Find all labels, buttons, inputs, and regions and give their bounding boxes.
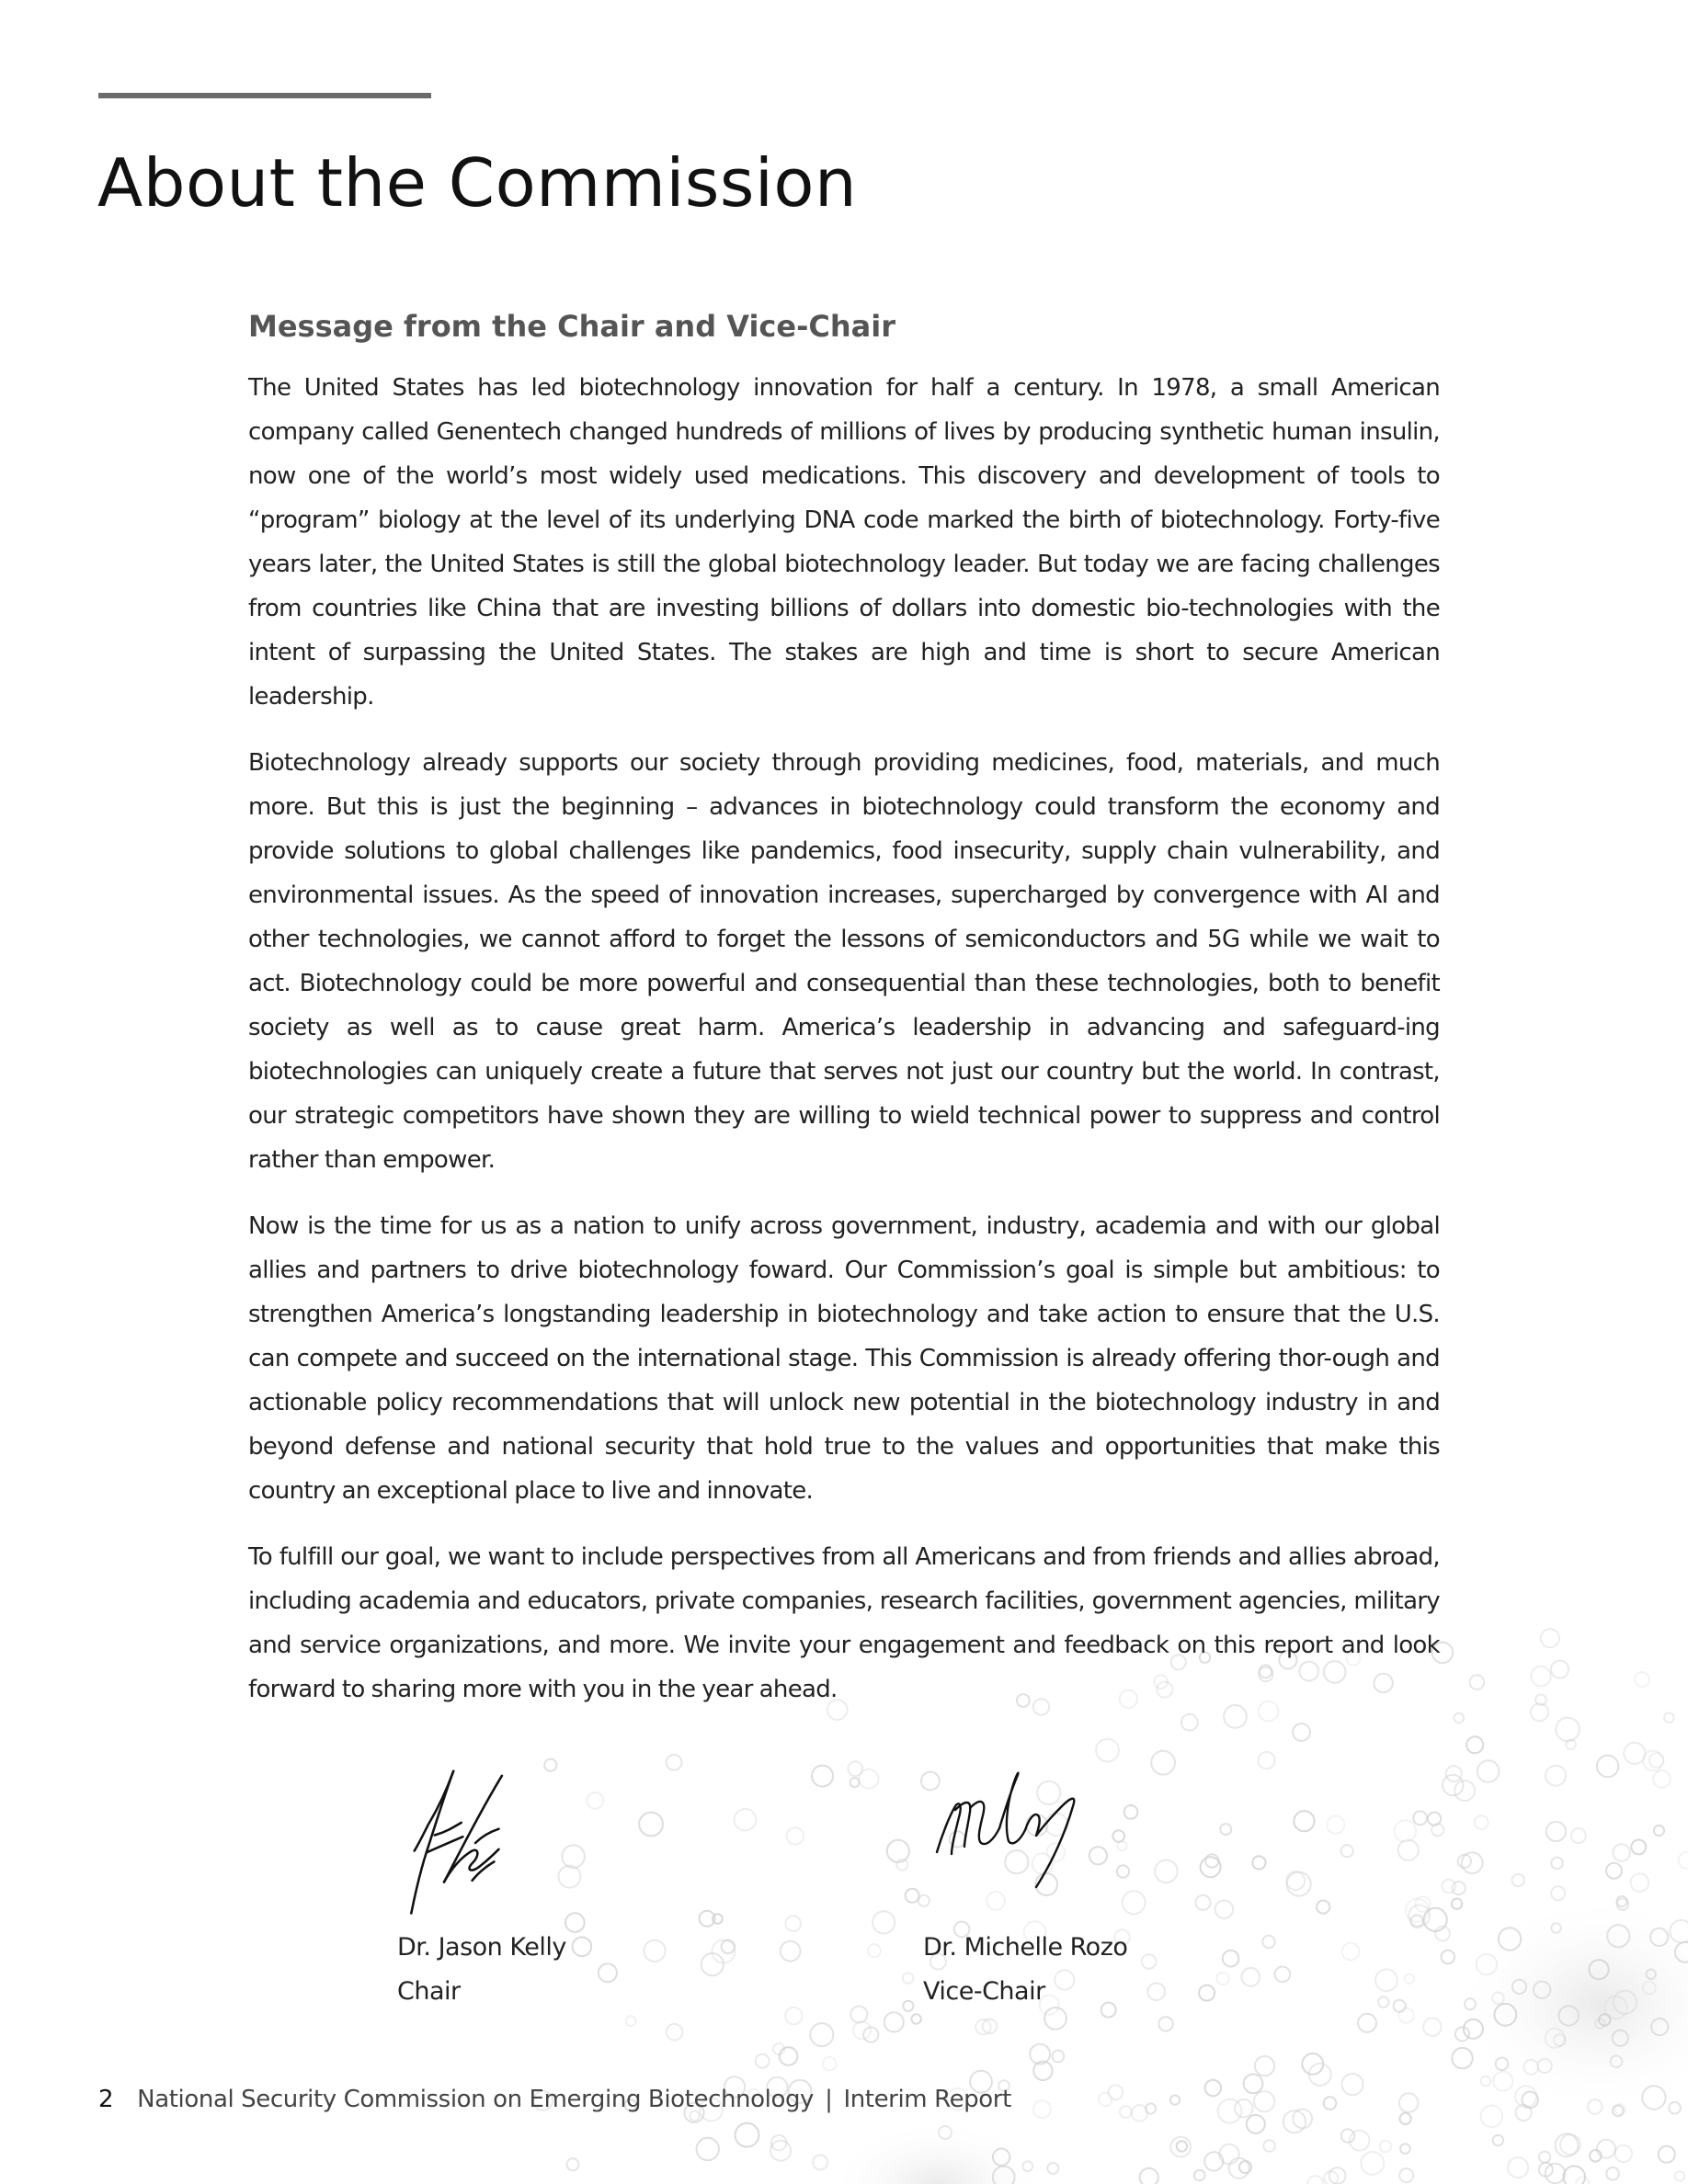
- decorative-bubble: [1052, 2051, 1064, 2063]
- decorative-bubble: [896, 1860, 907, 1871]
- decorative-bubble: [1424, 1908, 1447, 1931]
- decorative-bubble: [911, 2014, 920, 2023]
- signature-block-chair: [397, 1751, 783, 2014]
- decorative-bubble: [1563, 2167, 1585, 2184]
- decorative-bubble: [1177, 2141, 1187, 2151]
- decorative-bubble: [1458, 1855, 1471, 1868]
- decorative-bubble: [1465, 1998, 1476, 2009]
- decorative-bubble: [1607, 1925, 1629, 1947]
- vice-chair-name: Dr. Michelle Rozo: [923, 1933, 1128, 1962]
- decorative-bubble: [1247, 2115, 1265, 2133]
- decorative-bubble: [903, 1973, 914, 1984]
- decorative-bubble: [1590, 2150, 1602, 2162]
- decorative-bubble: [1534, 1982, 1550, 1998]
- decorative-bubble: [1481, 2076, 1491, 2087]
- decorative-bubble: [1218, 2099, 1242, 2123]
- decorative-bubble: [1545, 2029, 1565, 2048]
- decorative-bubble: [1531, 1703, 1548, 1721]
- decorative-bubble: [884, 2012, 904, 2031]
- decorative-bubble: [1442, 1951, 1455, 1964]
- decorative-bubble: [1571, 1828, 1586, 1843]
- decorative-bubble: [1481, 2106, 1503, 2128]
- decorative-bubble: [1470, 1675, 1485, 1689]
- decorative-bubble: [756, 2054, 770, 2068]
- decorative-bubble: [823, 2057, 837, 2071]
- decorative-bubble: [1124, 1805, 1138, 1819]
- decorative-bubble: [1611, 2055, 1623, 2067]
- decorative-bubble: [1508, 2157, 1528, 2178]
- message-section: [248, 303, 1440, 1734]
- decorative-bubble: [1551, 1923, 1560, 1932]
- chair-signature: [397, 1751, 553, 1935]
- decorative-bubble: [1341, 2129, 1354, 2142]
- decorative-bubble: [1196, 1895, 1211, 1910]
- decorative-bubble: [930, 1954, 946, 1970]
- decorative-bubble: [573, 1938, 592, 1957]
- decorative-bubble: [1515, 2086, 1536, 2107]
- decorative-bubble: [1597, 2140, 1615, 2158]
- decorative-bubble: [1239, 2161, 1251, 2173]
- decorative-bubble: [1624, 1743, 1645, 1764]
- decorative-bubble: [713, 1914, 723, 1924]
- decorative-bubble: [697, 2138, 719, 2160]
- decorative-bubble: [1132, 2105, 1148, 2121]
- signature-block-vice-chair: [923, 1751, 1309, 2014]
- decorative-bubble: [1287, 1872, 1311, 1896]
- decorative-bubble: [1199, 1985, 1215, 2001]
- decorative-bubble: [1559, 2006, 1579, 2025]
- decorative-bubble: [1659, 2146, 1675, 2163]
- decorative-bubble: [1045, 1814, 1067, 1836]
- decorative-bubble: [1223, 1951, 1239, 1967]
- decorative-bubble: [562, 1845, 585, 1868]
- vice-chair-signature: [923, 1751, 1116, 1935]
- decorative-bubble: [1033, 2062, 1052, 2080]
- paragraph-4: To fulfill our goal, we want to include perspectives from all Americans and from friends and allies abroad, including academia and educators, private companies, research facilities, government agencies, military and service organizations, and more. We invite your engagement and feedback on this report and look forward to sharing more with you in the year ahead.: [248, 1543, 1440, 1703]
- decorative-bubble: [639, 1813, 663, 1837]
- decorative-bubble: [1398, 1840, 1419, 1860]
- decorative-bubble: [1428, 1813, 1441, 1826]
- decorative-bubble: [1650, 1928, 1668, 1946]
- vice-chair-title: Vice-Chair: [923, 1977, 1045, 2006]
- decorative-bubble: [1140, 2168, 1158, 2184]
- decorative-bubble: [1679, 1852, 1688, 1869]
- decorative-bubble: [1651, 2019, 1668, 2035]
- decorative-bubble: [1229, 2158, 1249, 2178]
- decorative-bubble: [1399, 2168, 1413, 2182]
- decorative-bubble: [1649, 1753, 1664, 1768]
- decorative-bubble: [1399, 2008, 1414, 2023]
- decorative-bubble: [1293, 2110, 1312, 2129]
- decorative-bubble: [1560, 2134, 1580, 2155]
- decorative-bubble: [1123, 1891, 1146, 1914]
- decorative-bubble: [1158, 2017, 1172, 2030]
- decorative-bubble: [1516, 2105, 1532, 2121]
- decorative-bubble: [848, 1761, 862, 1776]
- chair-title: Chair: [397, 1977, 461, 2006]
- decorative-bubble: [1435, 1927, 1450, 1941]
- decorative-bubble: [1032, 1853, 1053, 1873]
- decorative-bubble: [1361, 2152, 1384, 2175]
- decorative-bubble: [1114, 1929, 1130, 1945]
- decorative-bubble: [1495, 2004, 1517, 2026]
- paragraph-1: The United States has led biotechnology innovation for half a century. In 1978, a small American company called Genentech changed hundreds of millions of lives by producing synthetic human insulin, now one of the world’s most widely used medications. This discovery and development of tools to “program” biology at the level of its underlying DNA code marked the birth of biotechnology. Forty-five years later, the United States is still the global biotechnology leader. But today we are facing challenges from countries like China that are investing billions of dollars into domestic bio-technologies with the intent of surpassing the United States. The stakes are high and time is short to secure American leadership.: [248, 374, 1440, 711]
- decorative-bubble: [1216, 1973, 1228, 1985]
- decorative-bubble: [1453, 1882, 1466, 1894]
- decorative-bubble: [1535, 1695, 1546, 1706]
- decorative-bubble: [1466, 1736, 1483, 1753]
- decorative-bubble: [781, 1941, 801, 1962]
- decorative-bubble: [993, 2167, 1015, 2184]
- decorative-bubble: [644, 1940, 665, 1962]
- decorative-bubble: [1477, 1760, 1500, 1782]
- decorative-bubble: [1613, 2105, 1624, 2116]
- decorative-bubble: [1400, 2144, 1410, 2154]
- chair-name: Dr. Jason Kelly: [397, 1933, 566, 1962]
- decorative-bubble: [1022, 2161, 1032, 2171]
- decorative-bubble: [712, 1939, 735, 1962]
- decorative-bubble: [667, 1755, 682, 1770]
- decorative-bubble: [810, 2023, 833, 2046]
- decorative-bubble: [565, 1913, 585, 1932]
- decorative-bubble: [1614, 1991, 1637, 2014]
- decorative-bubble: [918, 1895, 930, 1906]
- decorative-bubble: [1324, 2171, 1338, 2184]
- decorative-bubble: [1606, 1863, 1622, 1879]
- header-rule: [98, 93, 431, 98]
- decorative-bubble: [1294, 1811, 1314, 1831]
- decorative-bubble: [1512, 1980, 1526, 1994]
- decorative-bubble: [1654, 1826, 1664, 1836]
- decorative-bubble: [785, 2008, 802, 2024]
- decorative-bubble: [1044, 2008, 1066, 2030]
- decorative-bubble: [1112, 1830, 1124, 1842]
- decorative-bubble: [1350, 2131, 1370, 2151]
- decorative-bubble: [1670, 1920, 1688, 1942]
- decorative-bubble: [1617, 1896, 1627, 1906]
- decorative-bubble: [1606, 2167, 1619, 2180]
- decorative-bubble: [1201, 1857, 1221, 1877]
- decorative-bubble: [1604, 1996, 1627, 2019]
- decorative-bubble: [1492, 1993, 1504, 2005]
- decorative-bubble: [1554, 2034, 1566, 2046]
- decorative-bubble: [1675, 2171, 1684, 2180]
- decorative-bubble: [903, 2001, 913, 2011]
- decorative-bubble: [1030, 2044, 1050, 2065]
- decorative-bubble: [853, 2021, 871, 2039]
- decorative-bubble: [1380, 2141, 1392, 2153]
- decorative-bubble: [1204, 2152, 1223, 2170]
- decorative-bubble: [1117, 1865, 1129, 1877]
- decorative-bubble: [1617, 1898, 1628, 1909]
- decorative-bubble: [1307, 2176, 1323, 2184]
- decorative-bubble: [1590, 1960, 1609, 1979]
- decorative-bubble: [1220, 1824, 1231, 1835]
- decorative-bubble: [1117, 1841, 1126, 1850]
- decorative-bubble: [1551, 1858, 1563, 1870]
- decorative-bubble: [812, 1766, 833, 1787]
- decorative-bubble: [1254, 2091, 1274, 2111]
- decorative-bubble: [1037, 1781, 1060, 1804]
- decorative-bubble: [1531, 1666, 1550, 1686]
- decorative-bubble: [1406, 1899, 1429, 1922]
- decorative-bubble: [850, 2007, 867, 2023]
- decorative-bubble: [1411, 1916, 1423, 1928]
- decorative-bubble: [1446, 1766, 1462, 1781]
- decorative-bubble: [1613, 1844, 1630, 1861]
- decorative-bubble: [873, 1911, 895, 1933]
- decorative-bubble: [701, 1953, 724, 1975]
- decorative-bubble: [1395, 1820, 1417, 1842]
- decorative-bubble: [1556, 1718, 1580, 1742]
- decorative-bubble: [1477, 1954, 1497, 1974]
- decorative-bubble: [1545, 2164, 1565, 2183]
- decorative-bubble: [1647, 1970, 1656, 1979]
- decorative-bubble: [987, 1892, 1005, 1910]
- decorative-bubble: [1546, 1822, 1566, 1841]
- decorative-bubble: [1431, 1824, 1443, 1836]
- footer-separator: |: [825, 2086, 833, 2113]
- decorative-bubble: [1120, 2106, 1132, 2118]
- message-heading: Message from the Chair and Vice-Chair: [248, 309, 895, 344]
- decorative-bubble: [1394, 2000, 1406, 2012]
- decorative-bubble: [1263, 2140, 1275, 2152]
- page-title: About the Commission: [97, 144, 858, 222]
- decorative-bubble: [975, 2019, 990, 2034]
- decorative-bubble: [1219, 2144, 1239, 2165]
- decorative-bubble: [1512, 1874, 1524, 1886]
- decorative-bubble: [993, 2149, 1009, 2166]
- decorative-bubble: [785, 1916, 801, 1931]
- decorative-bubble: [1545, 1766, 1566, 1786]
- decorative-bubble: [1631, 1840, 1646, 1855]
- decorative-bubble: [1205, 2080, 1221, 2096]
- decorative-bubble: [1142, 1954, 1157, 1969]
- decorative-bubble: [1423, 2019, 1441, 2036]
- paragraph-3: Now is the time for us as a nation to unify across government, industry, academia and with our global allies and partners to drive biotechnology foward. Our Commission’s goal is simple but ambitious: to strengthen America’s longstanding leadership in biotechnology and take action to ensure that the U.S. can compete and succeed on the international stage. This Commission is already offering thor-ough and actionable policy recommendations that will unlock new potential in the biotechnology industry in and beyond defense and national security that hold true to the values and opportunities that make this country an exceptional place to live and innovate.: [248, 1212, 1440, 1505]
- decorative-bubble: [787, 1827, 804, 1844]
- decorative-bubble: [1631, 1873, 1649, 1892]
- footer-report: Interim Report: [843, 2086, 1011, 2113]
- decorative-bubble: [850, 1778, 860, 1787]
- decorative-bubble: [859, 1769, 878, 1789]
- decorative-bubble: [1170, 2096, 1180, 2105]
- decorative-bubble: [1455, 2027, 1469, 2041]
- decorative-bubble: [1642, 2086, 1665, 2109]
- decorative-bubble: [1262, 1936, 1274, 1948]
- decorative-bubble: [780, 2047, 798, 2065]
- paragraph-2: Biotechnology already supports our society through providing medicines, food, materials, and much more. But this is just the beginning – advances in biotechnology could transform the economy and provide solutions to global challenges like pandemics, food insecurity, supply chain vulnerability, and environmental issues. As the speed of innovation increases, supercharged by convergence with AI and other technologies, we cannot afford to forget the lessons of semiconductors and 5G while we wait to act. Biotechnology could be more powerful and consequential than these technologies, both to benefit society as well as to cause great harm. America’s leadership in advancing and safeguard-ing biotechnologies can uniquely create a future that serves not just our country but the world. In contrast, our strategic competitors have shown they are willing to wield technical power to suppress and control rather than empower.: [248, 749, 1440, 1174]
- decorative-bubble: [1146, 2103, 1156, 2113]
- decorative-bubble: [1286, 1871, 1305, 1890]
- decorative-bubble: [1409, 1905, 1430, 1927]
- decorative-bubble: [1033, 2100, 1051, 2118]
- decorative-bubble: [1235, 2099, 1252, 2117]
- decorative-bubble: [1258, 1752, 1274, 1769]
- decorative-bubble: [1005, 1850, 1028, 1873]
- decorative-bubble: [1170, 2137, 1191, 2157]
- decorative-bubble: [1241, 1968, 1260, 1986]
- decorative-bubble: [1541, 1629, 1559, 1647]
- decorative-bubble: [887, 1840, 909, 1862]
- decorative-bubble: [954, 1922, 970, 1938]
- decorative-bubble: [770, 2141, 791, 2161]
- decorative-bubble: [1255, 2056, 1274, 2076]
- decorative-bubble: [1040, 1996, 1059, 2015]
- decorative-bubble: [1452, 1899, 1462, 1909]
- decorative-bubble: [1148, 1983, 1166, 2000]
- decorative-bubble: [1413, 1811, 1427, 1825]
- decorative-bubble: [1539, 2152, 1550, 2163]
- decorative-bubble: [771, 2135, 786, 2150]
- decorative-bubble: [1496, 2058, 1509, 2071]
- decorative-bubble: [1327, 1816, 1344, 1834]
- decorative-bubble: [906, 1889, 919, 1903]
- decorative-bubble: [1454, 1780, 1475, 1801]
- footer-publication: National Security Commission on Emerging Biotechnology: [137, 2086, 815, 2113]
- decorative-bubble: [1499, 1928, 1521, 1950]
- decorative-bubble: [1454, 1713, 1465, 1723]
- decorative-bubble: [1452, 2048, 1472, 2068]
- decorative-bubble: [735, 1809, 757, 1831]
- decorative-bubble: [1493, 2072, 1512, 2091]
- decorative-bubble: [1099, 2093, 1112, 2106]
- decorative-bubble: [1375, 1969, 1397, 1991]
- decorative-bubble: [1341, 1845, 1353, 1857]
- decorative-bubble: [773, 2043, 784, 2054]
- decorative-bubble: [1399, 2093, 1419, 2112]
- decorative-bubble: [559, 1866, 581, 1888]
- decorative-bubble: [1643, 1751, 1663, 1771]
- decorative-bubble: [1055, 1970, 1074, 1989]
- decorative-bubble: [1493, 2135, 1503, 2145]
- decorative-bubble: [1464, 2019, 1483, 2039]
- page-number: 2: [98, 2086, 114, 2113]
- decorative-bubble: [1046, 1843, 1065, 1861]
- decorative-bubble: [863, 2028, 878, 2042]
- page-footer: [98, 2079, 1011, 2120]
- decorative-bubble: [1342, 1943, 1360, 1961]
- decorative-bubble: [1599, 2014, 1610, 2025]
- decorative-bubble: [1551, 1661, 1568, 1678]
- decorative-bubble: [1669, 2102, 1681, 2114]
- decorative-bubble: [1588, 2099, 1602, 2114]
- decorative-bubble: [1309, 2064, 1331, 2086]
- decorative-bubble: [736, 2123, 759, 2147]
- decorative-bubble: [813, 2155, 827, 2169]
- decorative-bubble: [1595, 2019, 1604, 2028]
- decorative-bubble: [1215, 1901, 1234, 1919]
- decorative-bubble: [1475, 1815, 1488, 1829]
- decorative-bubble: [1615, 2145, 1632, 2162]
- decorative-bubble: [587, 1792, 604, 1809]
- decorative-bubble: [1026, 1814, 1047, 1836]
- decorative-bubble: [1108, 2085, 1123, 2099]
- decorative-bubble: [1205, 1854, 1218, 1867]
- decorative-bubble: [1151, 1751, 1175, 1775]
- decorative-bubble: [1089, 1847, 1107, 1864]
- decorative-bubble: [1275, 1967, 1291, 1983]
- decorative-bubble: [1538, 2059, 1552, 2073]
- decorative-bubble: [1047, 2163, 1058, 2174]
- decorative-bubble: [1576, 2178, 1589, 2184]
- decorative-bubble: [1101, 2003, 1116, 2018]
- decorative-bubble: [667, 2024, 683, 2041]
- decorative-bubble: [1675, 1942, 1688, 1962]
- decorative-bubble: [1378, 1996, 1388, 2007]
- decorative-bubble: [599, 1963, 617, 1982]
- decorative-bubble: [1194, 2170, 1205, 2181]
- decorative-bubble: [1415, 1896, 1430, 1911]
- decorative-bubble: [1341, 2074, 1363, 2095]
- decorative-bubble: [1358, 2014, 1376, 2032]
- decorative-bubble: [1613, 2030, 1628, 2046]
- decorative-bubble: [939, 2126, 952, 2139]
- decorative-bubble: [626, 2016, 636, 2026]
- decorative-bubble: [983, 2019, 998, 2034]
- decorative-bubble: [1523, 2060, 1538, 2075]
- decorative-bubble: [1615, 2104, 1625, 2114]
- decorative-bubble: [1597, 1756, 1618, 1777]
- decorative-bubble: [544, 1759, 556, 1771]
- decorative-bubble: [1653, 1770, 1671, 1788]
- decorative-bubble: [1539, 2163, 1553, 2177]
- decorative-bubble: [1329, 2167, 1346, 2184]
- decorative-bubble: [1324, 2097, 1337, 2110]
- decorative-bubble: [1635, 1672, 1649, 1687]
- decorative-bubble: [1096, 1739, 1119, 1762]
- decorative-bubble: [1400, 2113, 1411, 2124]
- decorative-bubble: [1244, 2075, 1263, 2094]
- decorative-bubble: [1522, 2092, 1538, 2109]
- decorative-bubble: [1443, 1880, 1456, 1894]
- decorative-bubble: [1443, 1775, 1463, 1795]
- decorative-bubble: [1024, 1921, 1046, 1943]
- decorative-bubble: [1317, 1901, 1329, 1914]
- decorative-bubble: [1035, 1873, 1057, 1895]
- decorative-bubble: [1664, 1712, 1674, 1723]
- decorative-bubble: [1252, 1856, 1265, 1869]
- decorative-bubble: [1643, 1982, 1656, 1995]
- decorative-bubble: [700, 1911, 715, 1927]
- decorative-bubble: [1405, 1974, 1415, 1984]
- decorative-bubble: [722, 1940, 735, 1953]
- decorative-bubble: [921, 1772, 940, 1791]
- decorative-bubble: [950, 1831, 965, 1847]
- decorative-bubble: [868, 1944, 881, 1957]
- decorative-bubble: [1551, 1886, 1565, 1900]
- decorative-bubble: [567, 2158, 579, 2170]
- decorative-bubble: [1462, 1852, 1483, 1873]
- decorative-bubble: [1566, 1740, 1576, 1750]
- decorative-bubble: [1302, 2053, 1323, 2075]
- decorative-bubble: [1283, 2110, 1306, 2133]
- decorative-bubble: [1155, 1860, 1178, 1883]
- decorative-bubble: [1556, 2133, 1579, 2156]
